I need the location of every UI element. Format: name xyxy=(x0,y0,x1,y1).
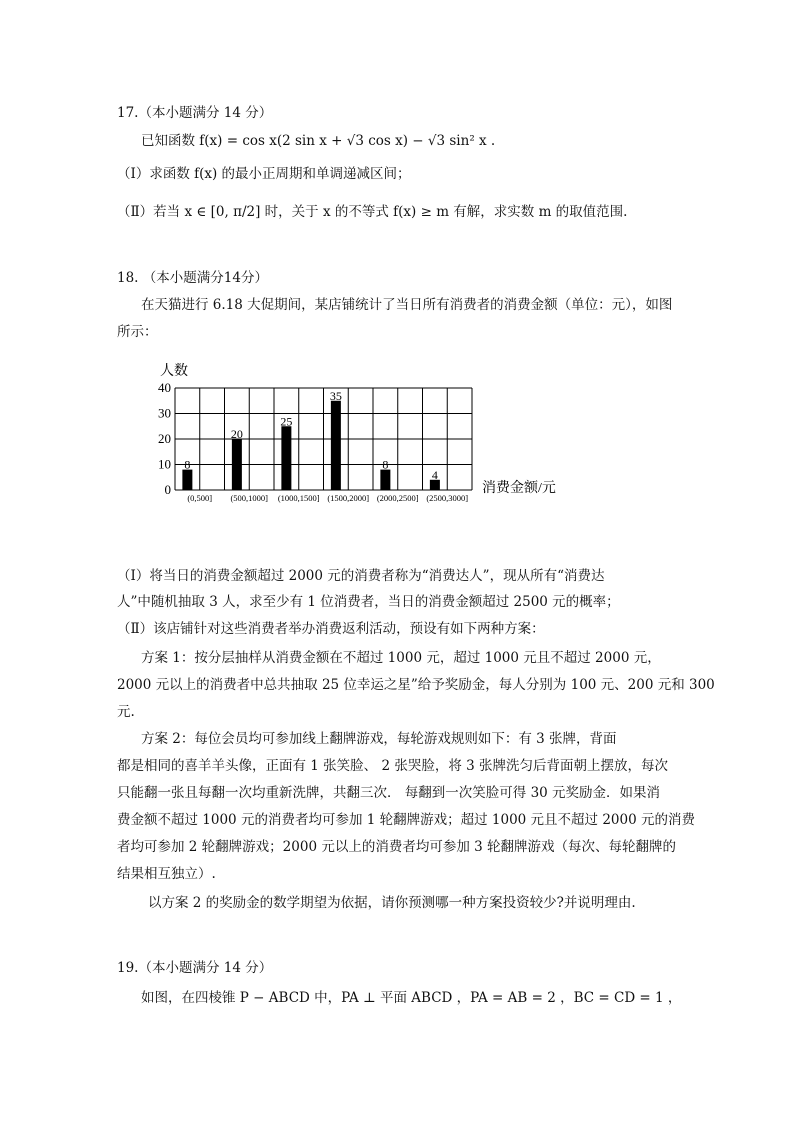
q18-header: 18. （本小题满分14分） xyxy=(117,270,268,286)
bar-value-label: 35 xyxy=(329,388,342,403)
bar xyxy=(281,426,291,490)
plan2-line4: 费金额不超过 1000 元的消费者均可参加 1 轮翻牌游戏；超过 1000 元且不超过 2000 元的消费 xyxy=(117,812,695,828)
y-tick-label: 10 xyxy=(158,456,171,472)
q17-header: 17.（本小题满分 14 分） xyxy=(117,105,273,121)
q18-part1-line2: 人”中随机抽取 3 人，求至少有 1 位消费者，当日的消费金额超过 2500 元的概率； xyxy=(117,594,620,610)
q17-part1: （Ⅰ）求函数 f(x) 的最小正周期和单调递减区间； xyxy=(117,166,411,182)
bar xyxy=(331,401,341,490)
bar-value-label: 8 xyxy=(382,457,389,472)
bar-value-label: 25 xyxy=(280,414,293,429)
plan2-line5: 者均可参加 2 轮翻牌游戏；2000 元以上的消费者均可参加 3 轮翻牌游戏（每次、每轮翻牌的 xyxy=(117,839,676,855)
q17-part2: （Ⅱ）若当 x ∈ [0, π/2] 时，关于 x 的不等式 f(x) ≥ m 有解，求实数 m 的取值范围. xyxy=(117,204,628,220)
plan2-line3: 只能翻一张且每翻一次均重新洗牌，共翻三次． 每翻到一次笑脸可得 30 元奖励金．如果消 xyxy=(117,785,661,801)
y-tick-label: 40 xyxy=(158,380,171,395)
plan1-line1: 方案 1：按分层抽样从消费金额在不超过 1000 元，超过 1000 元且不超过 2000 元， xyxy=(141,650,661,666)
q18-intro-line1: 在天猫进行 6.18 大促期间，某店铺统计了当日所有消费者的消费金额（单位：元），如图 xyxy=(141,297,673,313)
y-tick-label: 30 xyxy=(158,405,171,421)
x-tick-label: (2500,3000] xyxy=(426,493,469,503)
x-tick-label: (1000,1500] xyxy=(277,493,320,503)
x-tick-label: (2000,2500] xyxy=(376,493,419,503)
bar xyxy=(380,470,390,490)
plan2-line6: 结果相互独立）. xyxy=(117,866,216,882)
x-tick-label: (500,1000] xyxy=(230,493,269,503)
consumption-histogram xyxy=(140,360,570,510)
plan1-line3: 元. xyxy=(117,704,135,720)
x-tick-label: (0,500] xyxy=(187,493,213,503)
y-tick-label: 20 xyxy=(158,431,171,446)
bar xyxy=(232,439,242,490)
bar xyxy=(182,470,192,490)
q18-intro-line2: 所示： xyxy=(117,324,158,340)
q18-conclusion: 以方案 2 的奖励金的数学期望为依据，请你预测哪一种方案投资较少?并说明理由. xyxy=(148,895,636,911)
q18-part2-intro: （Ⅱ）该店铺针对这些消费者举办消费返利活动，预设有如下两种方案： xyxy=(117,621,545,637)
y-tick-label: 0 xyxy=(164,482,171,497)
plan2-line1: 方案 2：每位会员均可参加线上翻牌游戏，每轮游戏规则如下：有 3 张牌，背面 xyxy=(141,731,617,747)
x-tick-label: (1500,2000] xyxy=(327,493,370,503)
bar-value-label: 20 xyxy=(230,427,243,441)
q19-header: 19.（本小题满分 14 分） xyxy=(117,960,273,976)
plan2-line2: 都是相同的喜羊羊头像，正面有 1 张笑脸、 2 张哭脸，将 3 张牌洗匀后背面朝上摆放，每次 xyxy=(117,758,669,774)
x-axis-label: 消费金额/元 xyxy=(482,481,556,496)
bar-value-label: 8 xyxy=(184,457,191,472)
y-axis-label: 人数 xyxy=(160,364,188,379)
q17-stem: 已知函数 f(x) = cos x(2 sin x + √3 cos x) − √3 sin² x . xyxy=(141,133,496,149)
plan1-line2: 2000 元以上的消费者中总共抽取 25 位幸运之星”给予奖励金，每人分别为 100 元、200 元和 300 xyxy=(117,677,715,693)
bar-value-label: 4 xyxy=(431,467,438,482)
q18-part1-line1: （Ⅰ）将当日的消费金额超过 2000 元的消费者称为“消费达人”，现从所有“消费达 xyxy=(117,568,605,584)
q19-stem: 如图，在四棱锥 P − ABCD 中，PA ⊥ 平面 ABCD ，PA = AB = 2 ，BC = CD = 1 ， xyxy=(141,990,682,1006)
